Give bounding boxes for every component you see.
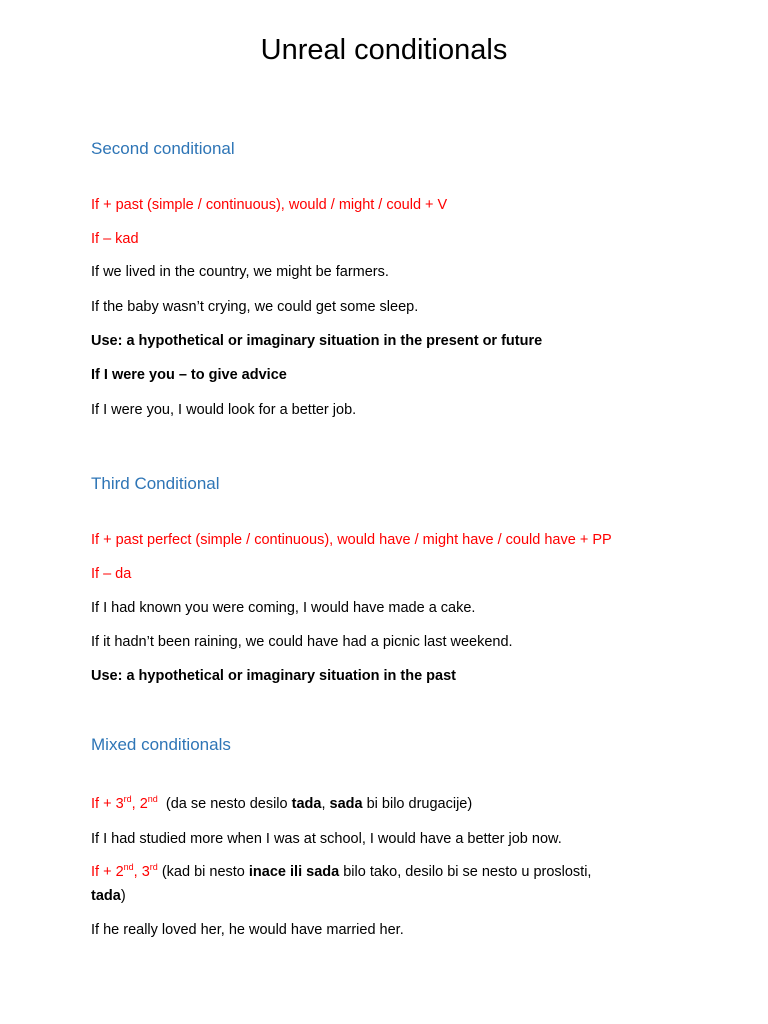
second-conditional-example-2: If the baby wasn’t crying, we could get some sleep. bbox=[91, 299, 419, 315]
third-conditional-example-2: If it hadn’t been raining, we could have had a picnic last weekend. bbox=[91, 634, 513, 650]
mixed-rule-1-formula: If + 3rd, 2nd bbox=[91, 794, 158, 812]
third-conditional-example-1: If I had known you were coming, I would have made a cake. bbox=[91, 600, 476, 616]
mixed-rule-1-note: (da se nesto desilo tada, sada bi bilo drugacije) bbox=[165, 796, 473, 812]
mixed-example-1: If I had studied more when I was at school, I would have a better job now. bbox=[91, 831, 562, 847]
section-heading-mixed-conditionals: Mixed conditionals bbox=[91, 735, 231, 754]
mixed-example-2: If he really loved her, he would have married her. bbox=[91, 922, 404, 938]
mixed-rule-2-note-continued: tada) bbox=[91, 888, 126, 904]
section-heading-third-conditional: Third Conditional bbox=[91, 474, 220, 493]
third-conditional-translation: If – da bbox=[91, 566, 132, 582]
second-conditional-use: Use: a hypothetical or imaginary situation in the present or future bbox=[91, 333, 543, 349]
page-title: Unreal conditionals bbox=[260, 34, 508, 66]
third-conditional-formula: If + past perfect (simple / continuous), would have / might have / could have + PP bbox=[91, 532, 612, 548]
section-heading-second-conditional: Second conditional bbox=[91, 139, 235, 158]
third-conditional-use: Use: a hypothetical or imaginary situation in the past bbox=[91, 668, 456, 684]
second-conditional-advice: If I were you – to give advice bbox=[91, 367, 287, 383]
second-conditional-formula: If + past (simple / continuous), would / might / could + V bbox=[91, 197, 448, 213]
second-conditional-example-3: If I were you, I would look for a better job. bbox=[91, 402, 357, 418]
second-conditional-example-1: If we lived in the country, we might be farmers. bbox=[91, 264, 389, 280]
mixed-rule-2-note: (kad bi nesto inace ili sada bilo tako, desilo bi se nesto u proslosti, bbox=[161, 864, 592, 880]
mixed-rule-1 bbox=[91, 794, 472, 814]
mixed-rule-2 bbox=[91, 862, 591, 882]
mixed-rule-2-formula: If + 2nd, 3rd bbox=[91, 862, 158, 880]
second-conditional-translation: If – kad bbox=[91, 231, 139, 247]
